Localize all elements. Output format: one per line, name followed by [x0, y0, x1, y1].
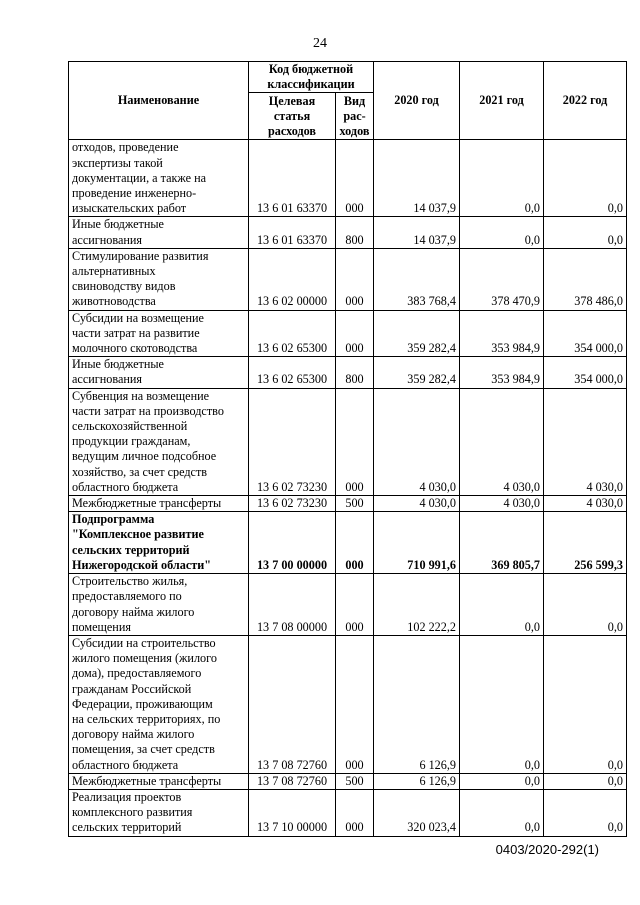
- header-2022: 2022 год: [544, 62, 627, 140]
- table-body: [69, 140, 627, 836]
- header-expense-type: Вид рас- ходов: [336, 93, 374, 140]
- document-code: 0403/2020-292(1): [495, 842, 599, 857]
- table-row: [69, 140, 627, 217]
- page-number: 24: [313, 36, 327, 51]
- row-expense-type: 000: [336, 512, 374, 574]
- table-row: [69, 635, 627, 773]
- row-expense-type: 000: [336, 789, 374, 836]
- header-2020: 2020 год: [374, 62, 460, 140]
- row-expense-type: 000: [336, 248, 374, 310]
- header-target-article: Целевая статья расходов: [249, 93, 336, 140]
- row-target-code: 13 6 02 00000: [249, 248, 336, 310]
- row-value-2022: 0,0: [544, 789, 627, 836]
- row-value-2020: 14 037,9: [374, 140, 460, 217]
- row-value-2020: 4 030,0: [374, 388, 460, 495]
- row-value-2021: 4 030,0: [460, 496, 544, 512]
- row-target-code: 13 6 02 73230: [249, 496, 336, 512]
- row-expense-type: 800: [336, 217, 374, 248]
- row-value-2022: 354 000,0: [544, 310, 627, 357]
- table-row: [69, 574, 627, 636]
- row-name: Иные бюджетные ассигнования: [69, 217, 249, 248]
- row-value-2021: 4 030,0: [460, 388, 544, 495]
- row-target-code: 13 7 08 72760: [249, 635, 336, 773]
- row-target-code: 13 7 08 72760: [249, 773, 336, 789]
- row-value-2020: 102 222,2: [374, 574, 460, 636]
- row-name: Субсидии на строительство жилого помещения (жилого дома), предоставляемого гражданам Российской Федерации, проживающим на сельских территориях, по договору найма жилого помещения, за счет средств областного бюджета: [69, 635, 249, 773]
- row-value-2022: 354 000,0: [544, 357, 627, 388]
- row-name: Межбюджетные трансферты: [69, 773, 249, 789]
- row-value-2021: 0,0: [460, 773, 544, 789]
- row-value-2022: 0,0: [544, 773, 627, 789]
- row-value-2020: 320 023,4: [374, 789, 460, 836]
- row-name: отходов, проведение экспертизы такой документации, а также на проведение инженерно- изыскательских работ: [69, 140, 249, 217]
- row-name: Реализация проектов комплексного развития сельских территорий: [69, 789, 249, 836]
- table-row: [69, 496, 627, 512]
- row-value-2022: 378 486,0: [544, 248, 627, 310]
- row-value-2020: 359 282,4: [374, 357, 460, 388]
- row-value-2022: 0,0: [544, 574, 627, 636]
- row-expense-type: 000: [336, 140, 374, 217]
- row-value-2021: 369 805,7: [460, 512, 544, 574]
- row-target-code: 13 6 01 63370: [249, 217, 336, 248]
- row-expense-type: 000: [336, 388, 374, 495]
- row-value-2021: 378 470,9: [460, 248, 544, 310]
- row-target-code: 13 6 01 63370: [249, 140, 336, 217]
- row-value-2022: 0,0: [544, 140, 627, 217]
- row-expense-type: 000: [336, 635, 374, 773]
- row-value-2021: 0,0: [460, 140, 544, 217]
- row-target-code: 13 6 02 65300: [249, 310, 336, 357]
- row-value-2021: 0,0: [460, 789, 544, 836]
- header-name: Наименование: [69, 62, 249, 140]
- row-expense-type: 800: [336, 357, 374, 388]
- row-expense-type: 500: [336, 773, 374, 789]
- row-target-code: 13 6 02 73230: [249, 388, 336, 495]
- row-value-2020: 14 037,9: [374, 217, 460, 248]
- row-target-code: 13 7 08 00000: [249, 574, 336, 636]
- table-row: [69, 310, 627, 357]
- row-expense-type: 000: [336, 310, 374, 357]
- row-value-2020: 710 991,6: [374, 512, 460, 574]
- row-name: Иные бюджетные ассигнования: [69, 357, 249, 388]
- row-name: Строительство жилья, предоставляемого по договору найма жилого помещения: [69, 574, 249, 636]
- row-value-2020: 359 282,4: [374, 310, 460, 357]
- row-target-code: 13 6 02 65300: [249, 357, 336, 388]
- table-row: [69, 388, 627, 495]
- row-value-2020: 4 030,0: [374, 496, 460, 512]
- header-2021: 2021 год: [460, 62, 544, 140]
- row-expense-type: 000: [336, 574, 374, 636]
- row-name: Межбюджетные трансферты: [69, 496, 249, 512]
- row-name: Субвенция на возмещение части затрат на производство сельскохозяйственной продукции гражданам, ведущим личное подсобное хозяйство, за счет средств областного бюджета: [69, 388, 249, 495]
- table-row: [69, 789, 627, 836]
- row-value-2022: 4 030,0: [544, 496, 627, 512]
- header-kbk: Код бюджетной классификации: [249, 62, 374, 93]
- row-name: Субсидии на возмещение части затрат на развитие молочного скотоводства: [69, 310, 249, 357]
- row-target-code: 13 7 10 00000: [249, 789, 336, 836]
- row-value-2022: 0,0: [544, 635, 627, 773]
- table-row: [69, 217, 627, 248]
- row-value-2021: 0,0: [460, 574, 544, 636]
- row-value-2022: 4 030,0: [544, 388, 627, 495]
- row-value-2022: 256 599,3: [544, 512, 627, 574]
- row-value-2021: 353 984,9: [460, 357, 544, 388]
- row-value-2021: 353 984,9: [460, 310, 544, 357]
- row-value-2022: 0,0: [544, 217, 627, 248]
- table-row: [69, 773, 627, 789]
- row-name: Стимулирование развития альтернативных свиноводству видов животноводства: [69, 248, 249, 310]
- budget-table: [68, 61, 627, 837]
- row-expense-type: 500: [336, 496, 374, 512]
- row-value-2021: 0,0: [460, 635, 544, 773]
- table-row: [69, 248, 627, 310]
- row-value-2020: 6 126,9: [374, 635, 460, 773]
- row-value-2021: 0,0: [460, 217, 544, 248]
- row-value-2020: 383 768,4: [374, 248, 460, 310]
- row-target-code: 13 7 00 00000: [249, 512, 336, 574]
- row-name: Подпрограмма "Комплексное развитие сельских территорий Нижегородской области": [69, 512, 249, 574]
- row-value-2020: 6 126,9: [374, 773, 460, 789]
- table-row: [69, 357, 627, 388]
- table-row: [69, 512, 627, 574]
